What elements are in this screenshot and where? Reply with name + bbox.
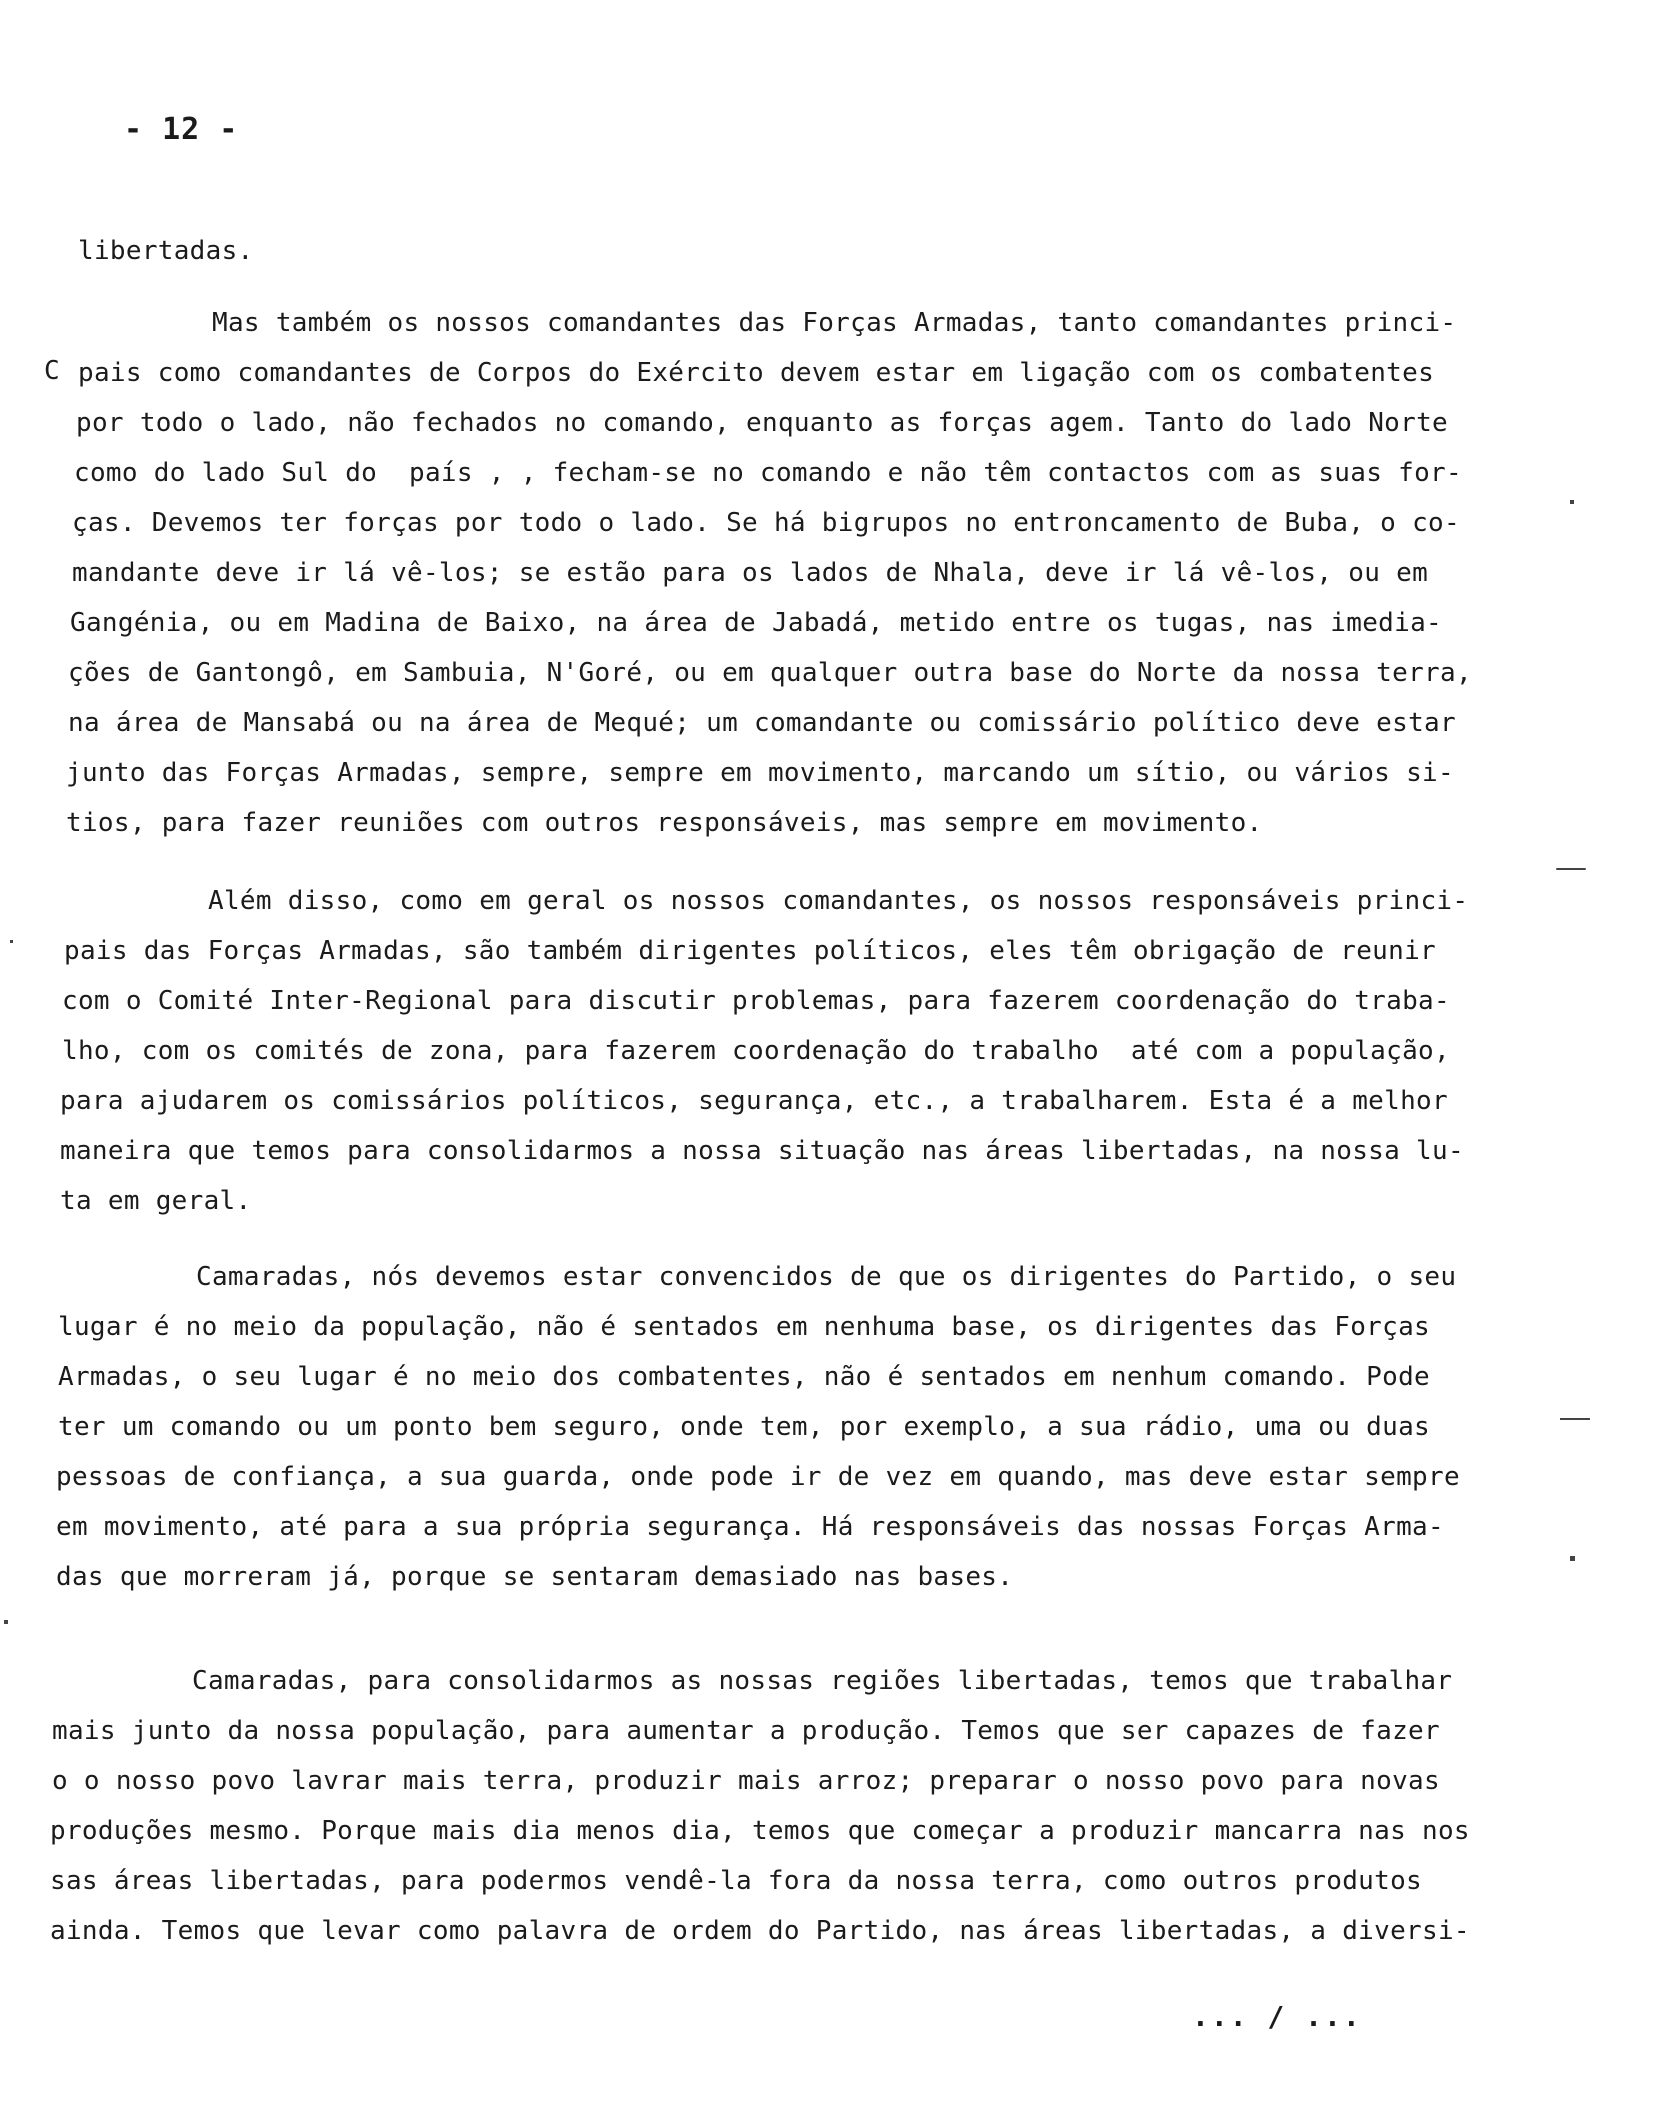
text-line: mandante deve ir lá vê-los; se estão para os lados de Nhala, deve ir lá vê-los, ou em bbox=[72, 558, 1429, 588]
text-line: Mas também os nossos comandantes das Forças Armadas, tanto comandantes princi- bbox=[212, 308, 1457, 338]
scan-artifact bbox=[10, 940, 13, 943]
text-line: Camaradas, para consolidarmos as nossas regiões libertadas, temos que trabalhar bbox=[192, 1666, 1453, 1696]
text-line: das que morreram já, porque se sentaram demasiado nas bases. bbox=[56, 1562, 1014, 1592]
text-line: para ajudarem os comissários políticos, segurança, etc., a trabalharem. Esta é a melhor bbox=[60, 1086, 1448, 1116]
text-line: pais das Forças Armadas, são também dirigentes políticos, eles têm obrigação de reunir bbox=[64, 936, 1436, 966]
scan-artifact bbox=[1560, 1418, 1590, 1420]
text-line: Camaradas, nós devemos estar convencidos de que os dirigentes do Partido, o seu bbox=[196, 1262, 1457, 1292]
text-line: em movimento, até para a sua própria segurança. Há responsáveis das nossas Forças Arma- bbox=[56, 1512, 1444, 1542]
text-line: como do lado Sul do país , , fecham-se no comando e não têm contactos com as suas for- bbox=[74, 458, 1462, 488]
text-line: ções de Gantongô, em Sambuia, N'Goré, ou em qualquer outra base do Norte da nossa terra, bbox=[68, 658, 1472, 688]
text-line: tios, para fazer reuniões com outros responsáveis, mas sempre em movimento. bbox=[66, 808, 1263, 838]
scan-artifact bbox=[1556, 868, 1586, 870]
text-line: ainda. Temos que levar como palavra de ordem do Partido, nas áreas libertadas, a diversi- bbox=[50, 1916, 1470, 1946]
page-number: - 12 - bbox=[124, 112, 239, 147]
text-line: pais como comandantes de Corpos do Exército devem estar em ligação com os combatentes bbox=[78, 358, 1435, 388]
scan-artifact bbox=[1570, 500, 1574, 504]
text-line: com o Comité Inter-Regional para discutir problemas, para fazerem coordenação do traba- bbox=[62, 986, 1450, 1016]
text-line: libertadas. bbox=[78, 236, 254, 266]
text-line: pessoas de confiança, a sua guarda, onde pode ir de vez em quando, mas deve estar sempre bbox=[56, 1462, 1460, 1492]
text-line: o o nosso povo lavrar mais terra, produzir mais arroz; preparar o nosso povo para novas bbox=[52, 1766, 1440, 1796]
text-line: Gangénia, ou em Madina de Baixo, na área de Jabadá, metido entre os tugas, nas imedia- bbox=[70, 608, 1442, 638]
scan-artifact bbox=[4, 1620, 8, 1624]
text-line: ter um comando ou um ponto bem seguro, onde tem, por exemplo, a sua rádio, uma ou duas bbox=[58, 1412, 1430, 1442]
text-line: maneira que temos para consolidarmos a nossa situação nas áreas libertadas, na nossa lu- bbox=[60, 1136, 1464, 1166]
text-line: ta em geral. bbox=[60, 1186, 252, 1216]
text-line: ças. Devemos ter forças por todo o lado. Se há bigrupos no entroncamento de Buba, o co- bbox=[72, 508, 1460, 538]
text-line: lugar é no meio da população, não é sentados em nenhuma base, os dirigentes das Forças bbox=[58, 1312, 1430, 1342]
text-line: produções mesmo. Porque mais dia menos dia, temos que começar a produzir mancarra nas nos bbox=[50, 1816, 1470, 1846]
text-line: por todo o lado, não fechados no comando, enquanto as forças agem. Tanto do lado Norte bbox=[76, 408, 1448, 438]
text-line: lho, com os comités de zona, para fazerem coordenação do trabalho até com a população, bbox=[62, 1036, 1450, 1066]
text-line: junto das Forças Armadas, sempre, sempre em movimento, marcando um sítio, ou vários si- bbox=[66, 758, 1454, 788]
text-line: Armadas, o seu lugar é no meio dos combatentes, não é sentados em nenhum comando. Pode bbox=[58, 1362, 1430, 1392]
text-line: sas áreas libertadas, para podermos vendê-la fora da nossa terra, como outros produtos bbox=[50, 1866, 1422, 1896]
margin-mark: C bbox=[44, 356, 60, 386]
continuation-marker: ... / ... bbox=[1192, 2000, 1362, 2033]
text-line: mais junto da nossa população, para aumentar a produção. Temos que ser capazes de fazer bbox=[52, 1716, 1440, 1746]
text-line: na área de Mansabá ou na área de Mequé; um comandante ou comissário político deve estar bbox=[68, 708, 1456, 738]
text-line: Além disso, como em geral os nossos comandantes, os nossos responsáveis princi- bbox=[208, 886, 1469, 916]
scan-artifact bbox=[1570, 1556, 1575, 1561]
